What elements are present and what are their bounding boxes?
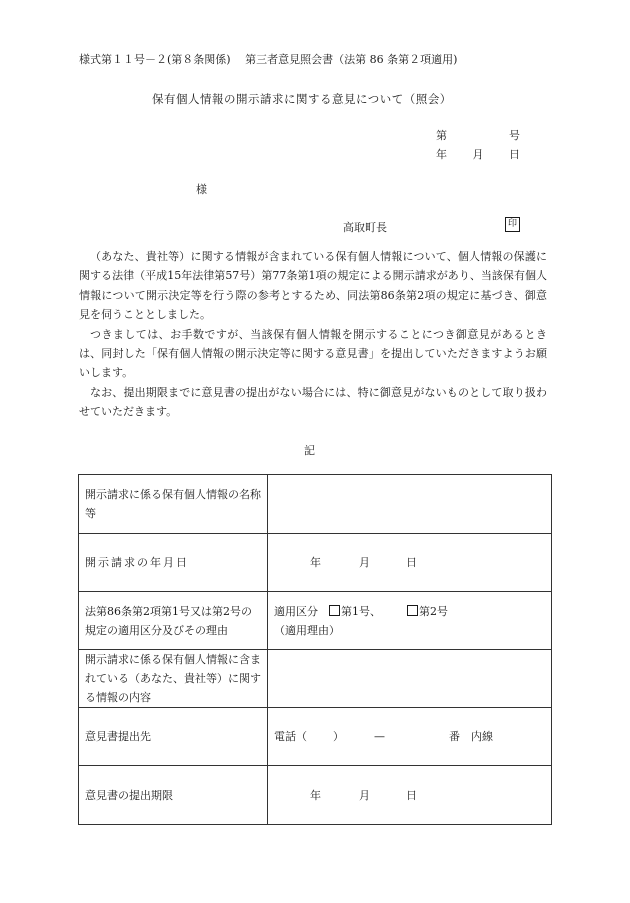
- day-label: 日: [406, 788, 417, 802]
- body-text: [79, 247, 547, 422]
- sender: 高取町長: [343, 221, 387, 234]
- submission-dest-field[interactable]: [268, 708, 552, 766]
- request-date-field[interactable]: [268, 534, 552, 592]
- number-prefix: 第: [436, 129, 447, 142]
- table-row: [79, 650, 552, 708]
- date-month: 月: [472, 148, 484, 161]
- seal-mark: 印: [505, 217, 520, 232]
- tel-label: 電話（: [274, 730, 307, 743]
- document-number: [436, 127, 520, 143]
- table-row: [79, 534, 552, 592]
- number-suffix: 号: [509, 129, 520, 142]
- date-year: 年: [436, 148, 447, 161]
- reason-label: （適用理由）: [274, 623, 340, 637]
- paragraph: つきましては、お手数ですが、当該保有個人情報を開示することにつき御意見があるときは、同封した「保有個人情報の開示決定等に関する意見書」を提出していただきますようお願いします。: [79, 327, 547, 380]
- year-label: 年: [310, 556, 321, 569]
- table-row: [79, 766, 552, 825]
- info-table: [78, 474, 552, 825]
- opt2-label: 第2号: [419, 604, 448, 618]
- day-label: 日: [406, 556, 417, 569]
- recipient: 様: [196, 183, 207, 196]
- page-title: 保有個人情報の開示請求に関する意見について（照会）: [152, 92, 452, 106]
- document-date: [436, 146, 520, 162]
- paragraph: （あなた、貴社等）に関する情報が含まれている保有個人情報について、個人情報の保護に関する法律（平成15年法律第57号）第77条第1項の規定による開示請求があり、当該保有個人情報について開示決定等を行う際の参考とするため、同法第86条第2項の規定に基づき、御意見を伺うこととしました。: [79, 250, 547, 322]
- row-label: 開示請求に係る保有個人情報の名称等: [79, 475, 268, 534]
- paren-close: ）: [333, 730, 344, 743]
- ki-heading: 記: [304, 444, 315, 457]
- table-row: [79, 592, 552, 650]
- naisen-label: 内線: [471, 730, 493, 743]
- kubun-label: 適用区分: [274, 604, 318, 618]
- row-label: 意見書提出先: [79, 708, 268, 766]
- kubun-field[interactable]: [268, 592, 552, 650]
- year-label: 年: [310, 788, 321, 802]
- opt1-label: 第1号、: [341, 604, 381, 618]
- month-label: 月: [359, 788, 370, 802]
- month-label: 月: [359, 556, 370, 569]
- info-content-field[interactable]: [268, 650, 552, 708]
- row-label: 法第86条第2項第1号又は第2号の規定の適用区分及びその理由: [79, 592, 268, 650]
- checkbox-opt1[interactable]: [329, 605, 340, 616]
- row-label: 開示請求に係る保有個人情報に含まれている（あなた、貴社等）に関する情報の内容: [79, 650, 268, 708]
- checkbox-opt2[interactable]: [407, 605, 418, 616]
- row-label: 開示請求の年月日: [79, 534, 268, 592]
- form-id: 様式第１１号－２(第８条関係) 第三者意見照会書（法第 86 条第２項適用): [79, 53, 458, 66]
- date-day: 日: [509, 148, 520, 161]
- paragraph: なお、提出期限までに意見書の提出がない場合には、特に御意見がないものとして取り扱わせていただきます。: [79, 385, 547, 419]
- dash: —: [374, 730, 385, 743]
- deadline-field[interactable]: [268, 766, 552, 825]
- ban-label: 番: [449, 730, 460, 743]
- table-row: [79, 475, 552, 534]
- row-label: 意見書の提出期限: [79, 766, 268, 825]
- table-row: [79, 708, 552, 766]
- info-name-field[interactable]: [268, 475, 552, 534]
